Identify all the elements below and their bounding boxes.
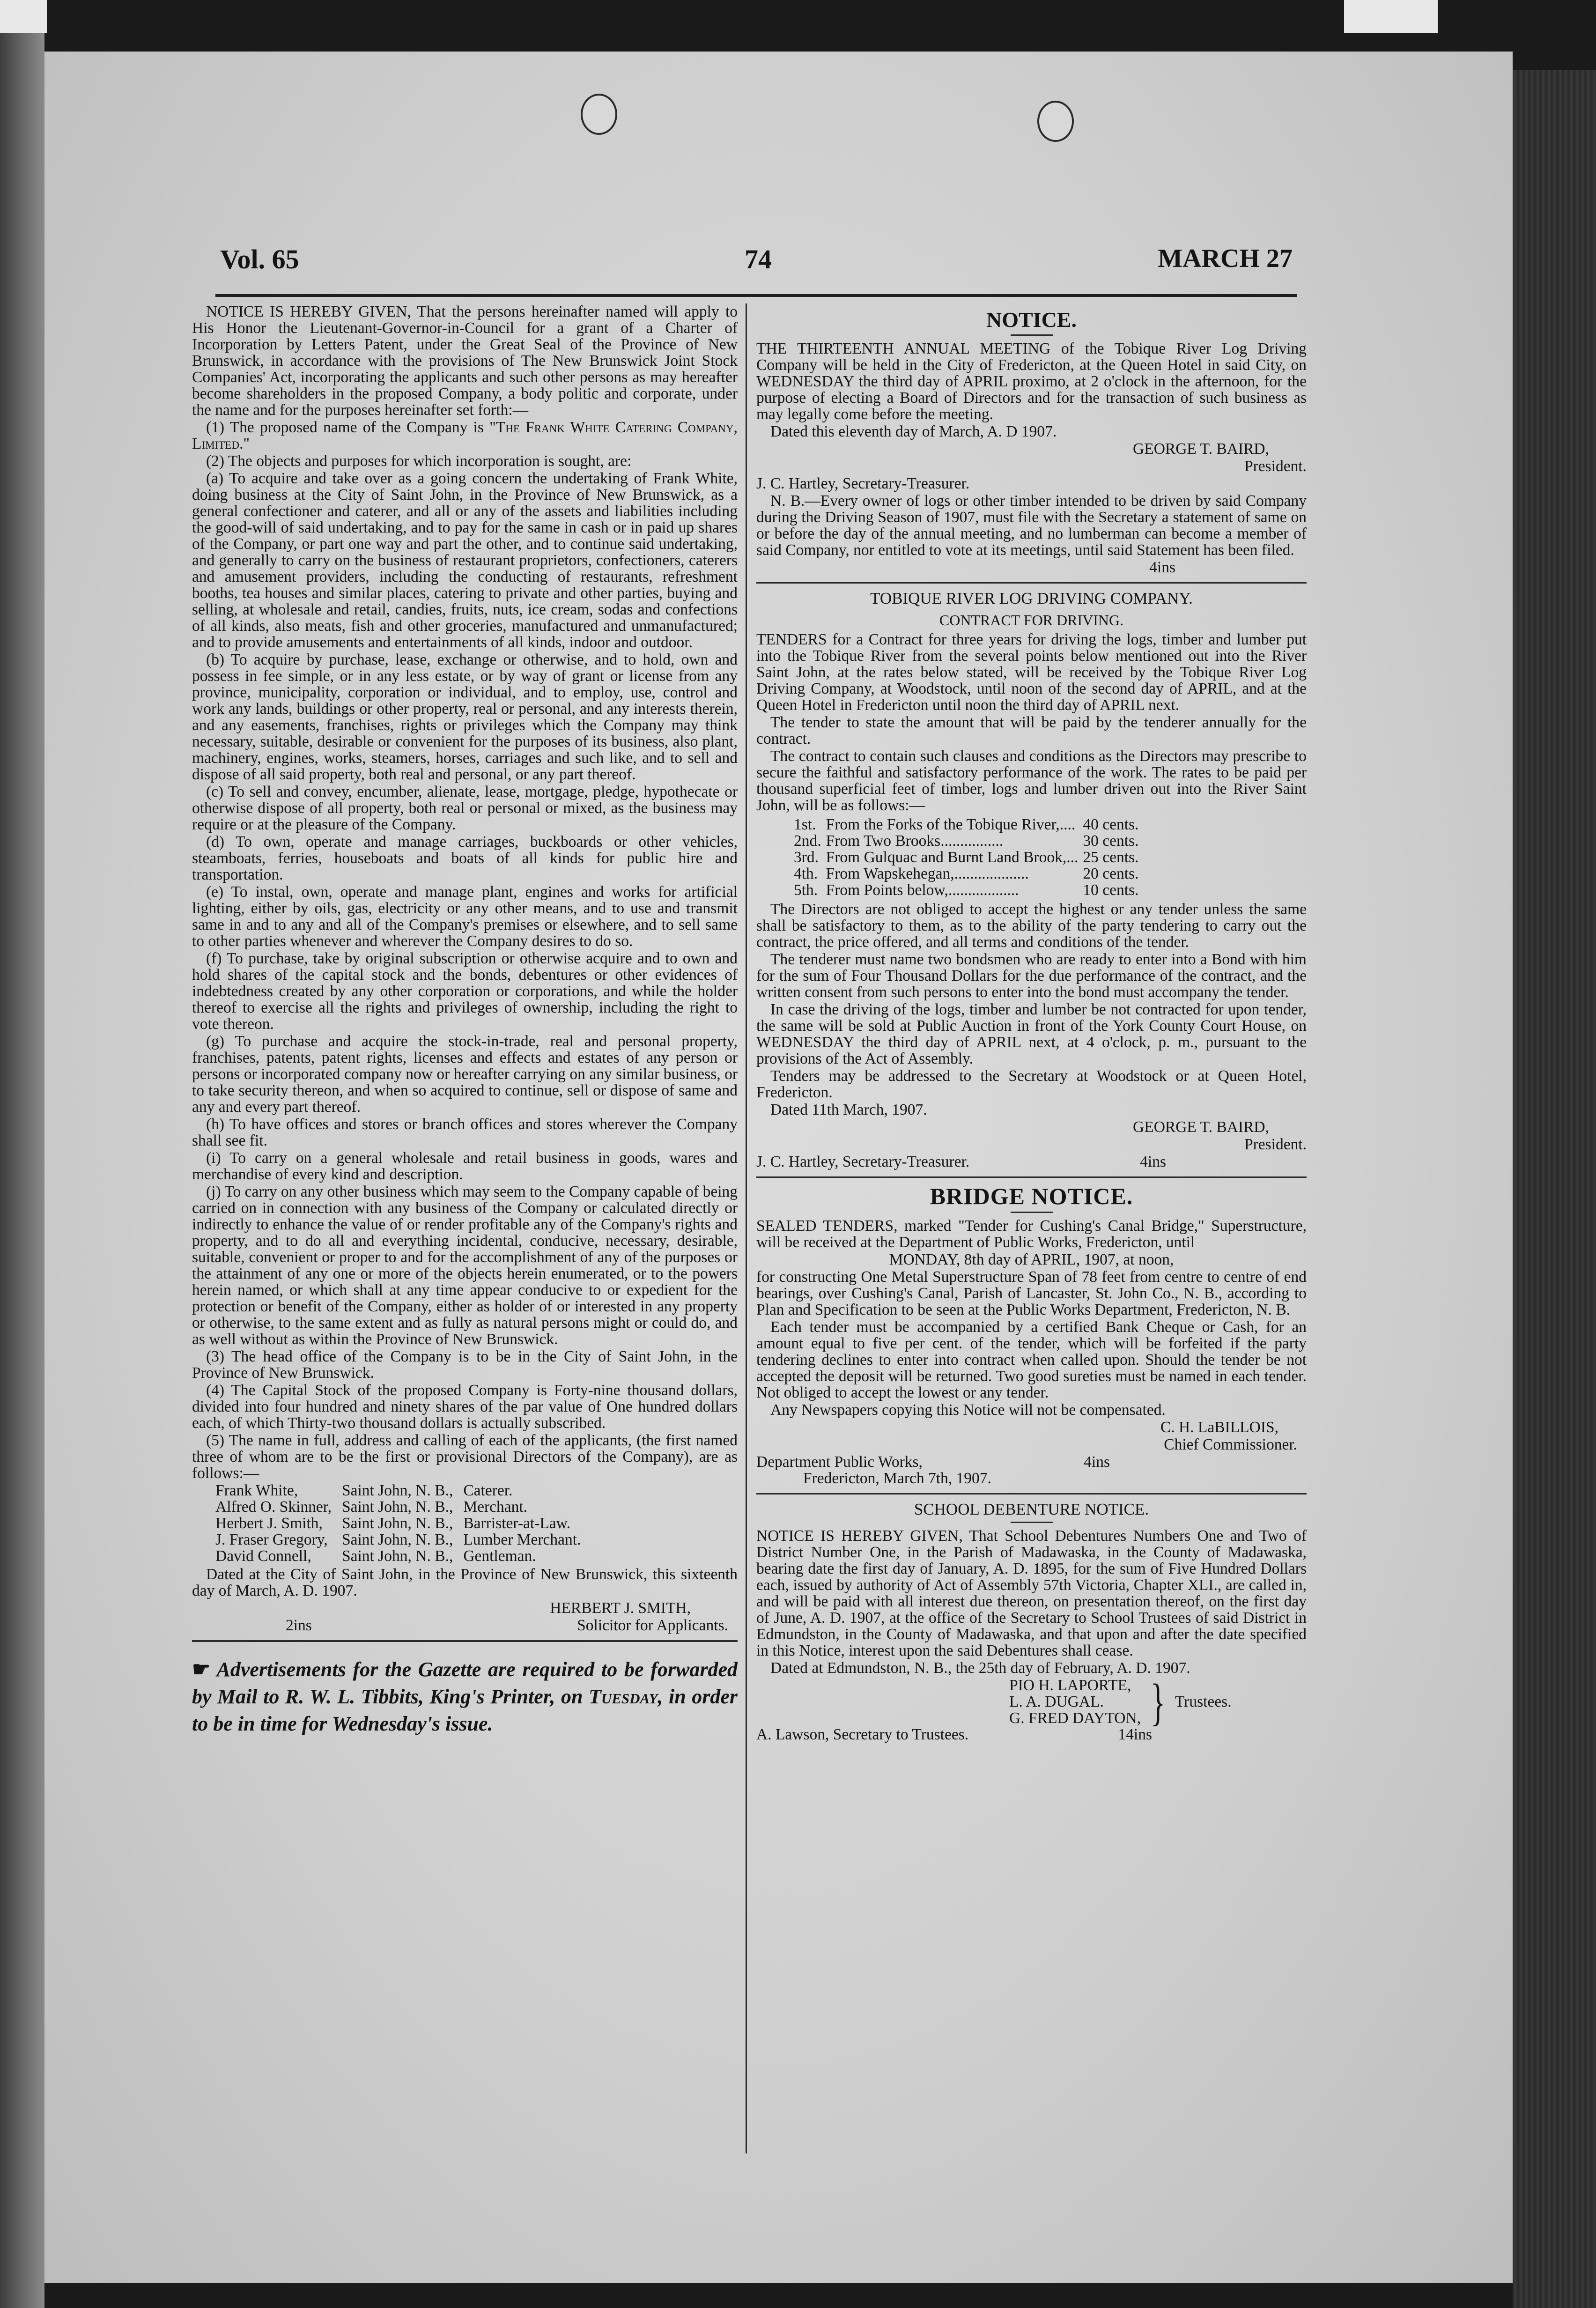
object-f: (f) To purchase, take by original subscription or otherwise acquire and to own and hold shares of the capital stock and the bonds, debentures or other evidences of indebtedness created by any other corporation or corporations, and while the holder thereof to exercise all the rights and privileges of ownership, including the right to vote thereon.	[192, 950, 738, 1033]
table-row	[215, 1482, 591, 1499]
header-rule	[215, 294, 1297, 297]
trustees-list	[1009, 1677, 1141, 1726]
applicant-name: Alfred O. Skinner,	[215, 1498, 332, 1516]
table-row	[215, 1548, 591, 1564]
object-h: (h) To have offices and stores or branch offices and stores wherever the Company shall see fit.	[192, 1116, 738, 1149]
applicants-table	[215, 1482, 591, 1564]
applicant-name: David Connell,	[215, 1547, 311, 1565]
signer-name: HERBERT J. SMITH,	[550, 1599, 691, 1617]
secretary-line	[756, 1726, 1307, 1743]
object-d: (d) To own, operate and manage carriages, buckboards or other vehicles, steamboats, ferries, houseboats and boats of all kinds for public hire and transportation.	[192, 833, 738, 883]
applicant-address: Saint John, N. B.,	[342, 1498, 453, 1516]
binding-hole-right	[1037, 101, 1074, 142]
signer-name: C. H. LaBILLOIS,	[1160, 1419, 1278, 1436]
advert-day: Tuesday	[588, 1685, 658, 1708]
section-rule	[756, 1493, 1307, 1494]
object-j: (j) To carry on any other business which may seem to the Company capable of being carried on in connection with any business of the Company or calculated directly or indirectly to enhance the value of or render profitable any of the Company's rights and property, and to do all and everything incidental, conducive, necessary, desirable, suitable, convenient or proper to and for the accomplishment of any of the purposes or the attainment of any one or more of the objects herein enumerated, or to the powers herein named, or which shall at any time appear conducive to or expedient for the protection or benefit of the Company, either as holder of or interested in any property or otherwise, to the same extent and as fully as natural persons might or could do, and as well without as within the Province of New Brunswick.	[192, 1183, 738, 1348]
tenders-p2: The tender to state the amount that will be paid by the tenderer annually for the contract.	[756, 714, 1307, 747]
scan-margin-top-right	[1344, 0, 1438, 33]
tenders-p1: TENDERS for a Contract for three years for driving the logs, timber and lumber put into the Tobique River from the several points below mentioned out into the River Saint John, at the rates below stated, will be received by the Tobique River Log Driving Company, at Woodstock, until noon of the second day of APRIL, and at the Queen Hotel in Fredericton until noon the third day of APRIL next.	[756, 631, 1307, 714]
item-1-prefix: (1) The proposed name of the Company is "	[206, 419, 496, 436]
annual-meeting-dated: Dated this eleventh day of March, A. D 1907.	[770, 423, 1057, 440]
section-rule	[756, 582, 1307, 584]
rate-ordinal: 4th.	[794, 865, 818, 882]
rate-value: 20 cents.	[1083, 865, 1139, 882]
object-c: (c) To sell and convey, encumber, alienate, lease, mortgage, pledge, hypothecate or otherwise dispose of all property, both real or personal or mixed, as the business may require or at the pleasure of the Company.	[192, 783, 738, 833]
table-row	[794, 833, 1143, 849]
left-column	[192, 303, 738, 1738]
page-header	[220, 244, 1293, 286]
advert-text-end: , in order to be in time for Wednesday's issue.	[192, 1685, 738, 1735]
insertion-count: 4ins	[1084, 1453, 1110, 1471]
signer-title: President.	[1244, 1136, 1307, 1153]
secretary-name: J. C. Hartley, Secretary-Treasurer.	[756, 1153, 970, 1170]
applicant-name: J. Fraser Gregory,	[215, 1531, 328, 1548]
table-row	[215, 1515, 591, 1531]
contract-subheading: CONTRACT FOR DRIVING.	[939, 612, 1124, 629]
advertisement-notice	[192, 1656, 738, 1738]
incorporation-item-3: (3) The head office of the Company is to be in the City of Saint John, in the Province of New Brunswick.	[192, 1348, 738, 1382]
section-rule	[192, 1640, 738, 1642]
object-e: (e) To instal, own, operate and manage plant, engines and works for artificial lighting, either by oils, gas, electricity or any other means, and to use and transmit same in and to any and all of the Company's premises or elsewhere, and to sell same to other parties whenever and wherever the Company desires to do so.	[192, 883, 738, 950]
item-1-suffix: "	[243, 435, 250, 452]
applicant-calling: Lumber Merchant.	[463, 1531, 581, 1548]
insertion-count: 14ins	[1118, 1726, 1152, 1743]
section-rule	[756, 1176, 1307, 1178]
rate-value: 40 cents.	[1083, 816, 1139, 833]
bridge-p3: Each tender must be accompanied by a certified Bank Cheque or Cash, for an amount equal to five per cent. of the tender, which will be forfeited if the party tendering declines to enter into contract when called upon. Should the tender be not accepted the deposit will be returned. Two good sureties must be named in each tender. Not obliged to accept the lowest or any tender.	[756, 1318, 1307, 1401]
object-g: (g) To purchase and acquire the stock-in-trade, real and personal property, franchises, patents, patent rights, licenses and effects and estates of any person or persons or incorporated company now or hereafter carrying on any similar business, or to take security thereon, and when so acquired to continue, sell or dispose of same and any and every part thereof.	[192, 1033, 738, 1116]
insertion-count: 4ins	[1140, 1153, 1166, 1170]
page-number: 74	[745, 244, 772, 274]
secretary-line: J. C. Hartley, Secretary-Treasurer.	[756, 475, 970, 492]
applicant-calling: Gentleman.	[463, 1547, 536, 1565]
rate-ordinal: 3rd.	[794, 849, 819, 866]
table-row	[794, 866, 1143, 882]
short-rule	[1011, 334, 1053, 336]
secretary-name: A. Lawson, Secretary to Trustees.	[756, 1726, 969, 1743]
applicant-address: Saint John, N. B.,	[342, 1482, 453, 1499]
bridge-deadline: MONDAY, 8th day of APRIL, 1907, at noon,	[889, 1251, 1174, 1268]
pointing-hand-icon: ☛	[192, 1658, 211, 1681]
annual-meeting-nb: N. B.—Every owner of logs or other timber intended to be driven by said Company during the Driving Season of 1907, must file with the Secretary a statement of same on or before the day of the annual meeting, and no lumberman can become a member of said Company, nor entitled to vote at its meetings, until said Statement has been filed.	[756, 492, 1307, 559]
notice-title: NOTICE.	[986, 308, 1077, 332]
scan-margin-top-left	[0, 0, 47, 33]
department-line	[756, 1454, 1307, 1470]
school-notice-title: SCHOOL DEBENTURE NOTICE.	[914, 1500, 1149, 1518]
book-spine-left	[0, 0, 44, 2308]
binding-hole-left	[581, 94, 617, 135]
rate-location: From Two Brooks................	[826, 832, 1004, 850]
incorporation-item-4: (4) The Capital Stock of the proposed Company is Forty-nine thousand dollars, divided into four hundred and ninety shares of the par value of One hundred dollars each, of which Thirty-two thousand dollars is actually subscribed.	[192, 1382, 738, 1432]
tenders-p7: Tenders may be addressed to the Secretary at Woodstock or at Queen Hotel, Fredericton.	[756, 1067, 1307, 1101]
right-column	[756, 303, 1307, 1743]
applicant-address: Saint John, N. B.,	[342, 1531, 453, 1548]
incorporation-intro: NOTICE IS HEREBY GIVEN, That the persons hereinafter named will apply to His Honor the Lieutenant-Governor-in-Council for a grant of a Charter of Incorporation by Letters Patent, under the Great Seal of the Province of New Brunswick, in accordance with the provisions of The New Brunswick Joint Stock Companies' Act, incorporating the applicants and such other persons as may hereafter become shareholders in the proposed Company, a body politic and corporate, under the name and for the purposes hereinafter set forth:—	[192, 303, 738, 419]
applicant-address: Saint John, N. B.,	[342, 1547, 453, 1565]
department-name: Department Public Works,	[756, 1453, 923, 1471]
table-row	[794, 849, 1143, 866]
bridge-p4: Any Newspapers copying this Notice will not be compensated.	[770, 1401, 1166, 1419]
applicant-address: Saint John, N. B.,	[342, 1515, 453, 1532]
table-row	[794, 882, 1143, 898]
volume-label: Vol. 65	[220, 244, 299, 274]
incorporation-item-5: (5) The name in full, address and calling of each of the applicants, (the first named three of whom are to be the first or provisional Directors of the Company), are as follows:—	[192, 1432, 738, 1482]
tenders-p4: The Directors are not obliged to accept the highest or any tender unless the same shall be satisfactory to them, as to the ability of the party tendering to carry out the contract, the price offered, and all terms and conditions of the tender.	[756, 901, 1307, 951]
signer-name: GEORGE T. BAIRD,	[1133, 1118, 1269, 1136]
school-notice-dated: Dated at Edmundston, N. B., the 25th day of February, A. D. 1907.	[770, 1659, 1190, 1677]
rate-value: 30 cents.	[1083, 832, 1139, 850]
insertion-count: 4ins	[1149, 559, 1175, 576]
incorporation-item-2: (2) The objects and purposes for which incorporation is sought, are:	[206, 452, 632, 470]
object-i: (i) To carry on a general wholesale and retail business in goods, wares and merchandise of every kind and description.	[192, 1149, 738, 1183]
trustees-label: Trustees.	[1175, 1693, 1232, 1710]
rate-ordinal: 2nd.	[794, 832, 821, 850]
applicant-calling: Merchant.	[463, 1498, 528, 1516]
annual-meeting-body: THE THIRTEENTH ANNUAL MEETING of the Tobique River Log Driving Company will be held in the City of Fredericton, at the Queen Hotel in said City, on WEDNESDAY the third day of APRIL proximo, at 2 o'clock in the afternoon, for the purpose of electing a Board of Directors and for the transaction of such business as may legally come before the meeting.	[756, 340, 1307, 423]
rate-value: 25 cents.	[1083, 849, 1139, 866]
short-rule	[1011, 1522, 1053, 1523]
rates-table	[794, 816, 1143, 898]
signer-title-line	[192, 1617, 738, 1634]
company-heading: TOBIQUE RIVER LOG DRIVING COMPANY.	[870, 589, 1193, 607]
rate-value: 10 cents.	[1083, 881, 1139, 899]
incorporation-dated: Dated at the City of Saint John, in the Province of New Brunswick, this sixteenth day of March, A. D. 1907.	[192, 1566, 738, 1599]
bridge-p1: SEALED TENDERS, marked "Tender for Cushing's Canal Bridge," Superstructure, will be received at the Department of Public Works, Fredericton, until	[756, 1217, 1307, 1251]
trustees-block	[1009, 1673, 1307, 1731]
company-name: The Frank White Catering Company, Limited.	[192, 419, 738, 452]
bridge-p2: for constructing One Metal Superstructure Span of 78 feet from centre to centre of end bearings, over Cushing's Canal, Parish of Lancaster, St. John Co., N. B., according to Plan and Specification to be seen at the Public Works Department, Fredericton, N. B.	[756, 1268, 1307, 1318]
rate-location: From Gulquac and Burnt Land Brook,...	[826, 849, 1079, 866]
issue-date: MARCH 27	[1158, 244, 1293, 273]
rate-ordinal: 1st.	[794, 816, 816, 833]
column-divider	[746, 303, 747, 2153]
short-rule	[1011, 1212, 1053, 1213]
applicant-calling: Caterer.	[463, 1482, 513, 1499]
tenders-p6: In case the driving of the logs, timber and lumber be not contracted for upon tender, the same will be sold at Public Auction in front of the York County Court House, on WEDNESDAY the third day of APRIL next, at 4 o'clock, p. m., pursuant to the provisions of the Act of Assembly.	[756, 1001, 1307, 1067]
brace-icon: }	[1150, 1673, 1166, 1731]
signer-title: Solicitor for Applicants.	[577, 1617, 728, 1634]
rate-location: From Points below,..................	[826, 881, 1019, 899]
rate-location: From the Forks of the Tobique River,....	[826, 816, 1076, 833]
secretary-line	[756, 1154, 1307, 1170]
table-row	[215, 1499, 591, 1515]
incorporation-item-1	[192, 419, 738, 452]
trustee-name: PIO H. LAPORTE,	[1009, 1677, 1131, 1694]
signer-title: President.	[1244, 458, 1307, 475]
object-a: (a) To acquire and take over as a going concern the undertaking of Frank White, doing business at the City of Saint John, in the Province of New Brunswick, as a general confectioner and caterer, and all or any of the assets and liabilities including the good-will of said undertaking, and to pay for the same in cash or in paid up shares of the Company, or part one way and part the other, and to continue said undertaking, and generally to carry on the business of restaurant proprietors, confectioners, caterers and amusement providers, including the conducting of restaurants, refreshment booths, tea houses and similar places, catering to private and other parties, buying and selling, at wholesale and retail, candies, fruits, nuts, ice cream, sodas and confections of all kinds, also meats, fish and other groceries, manufactured and unmanufactured; and to provide amusements and entertainments of all kinds, indoor and outdoor.	[192, 470, 738, 651]
advert-text: Advertisements for the Gazette are required to be forwarded by Mail to R. W. L. Tibbits, King's Printer, on	[192, 1658, 738, 1708]
rate-ordinal: 5th.	[794, 881, 818, 899]
insertion-count: 2ins	[286, 1617, 312, 1634]
applicant-name: Frank White,	[215, 1482, 298, 1499]
tenders-dated: Dated 11th March, 1907.	[770, 1101, 927, 1118]
applicant-calling: Barrister-at-Law.	[463, 1515, 571, 1532]
signer-title: Chief Commissioner.	[1164, 1436, 1297, 1453]
table-row	[215, 1531, 591, 1548]
tenders-p5: The tenderer must name two bondsmen who are ready to enter into a Bond with him for the sum of Four Thousand Dollars for the due performance of the contract, and the written consent from such persons to enter into the bond must accompany the tender.	[756, 951, 1307, 1001]
trustee-name: L. A. DUGAL.	[1009, 1693, 1104, 1710]
school-notice-body: NOTICE IS HEREBY GIVEN, That School Debentures Numbers One and Two of District Number One, in the Parish of Madawaska, in the County of Madawaska, bearing date the first day of January, A. D. 1895, for the sum of Five Hundred Dollars each, issued by authority of Act of Assembly 57th Victoria, Chapter XLI., are called in, and will be paid with all interest due thereon, on presentation thereof, on the first day of June, A. D. 1907, at the office of the Secretary to School Trustees of said District in Edmundston, in the County of Madawaska, and that upon and after the date specified in this Notice, interest upon the said Debentures shall cease.	[756, 1527, 1307, 1659]
signer-name: GEORGE T. BAIRD,	[1133, 440, 1269, 458]
bridge-notice-title: BRIDGE NOTICE.	[930, 1183, 1133, 1209]
tenders-p3: The contract to contain such clauses and conditions as the Directors may prescribe to secure the faithful and satisfactory performance of the work. The rates to be paid per thousand superficial feet of timber, logs and lumber driven out into the River Saint John, will be as follows:—	[756, 747, 1307, 814]
trustee-name: G. FRED DAYTON,	[1009, 1709, 1141, 1727]
object-b: (b) To acquire by purchase, lease, exchange or otherwise, and to hold, own and possess in fee simple, or in any less estate, or by way of grant or license from any province, municipality, corporation or individual, and to employ, use, control and work any lands, buildings or other property, real or personal, and any interests therein, and any easements, franchises, rights or privileges which the Company may think necessary, suitable, desirable or convenient for the purposes of its business, also plant, machinery, engines, works, steamers, horses, carriages and such like, and to sell and dispose of all said property, both real and personal, or any part thereof.	[192, 651, 738, 783]
table-row	[794, 816, 1143, 833]
applicant-name: Herbert J. Smith,	[215, 1515, 323, 1532]
rate-location: From Wapskehegan,...................	[826, 865, 1029, 882]
department-date: Fredericton, March 7th, 1907.	[803, 1470, 991, 1487]
book-page-edges-right	[1513, 70, 1596, 2308]
